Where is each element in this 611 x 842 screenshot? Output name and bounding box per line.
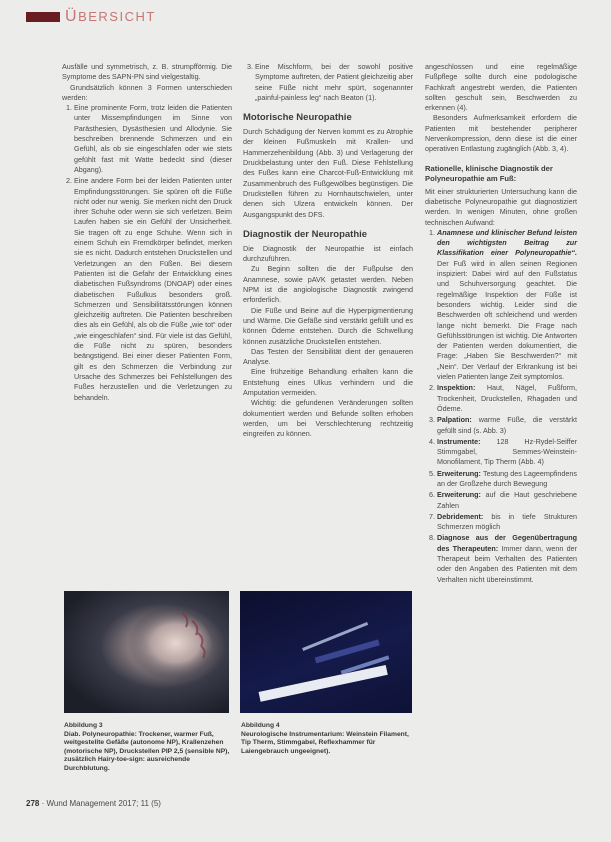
figure-4-instruments-photo — [240, 591, 412, 713]
step-body: auf die Haut geschriebene Zahlen — [437, 490, 577, 510]
step-item — [437, 490, 577, 511]
heading-diagnostik: Diagnostik der Neuropathie — [243, 228, 368, 240]
page-header — [26, 8, 586, 28]
list-item: 2. Eine andere Form bei der leiden Patienten unter Empfindungsstörungen. Sie spüren oft die Füße nicht oder nur wenig. Sie merken nicht den Druck ihrer Schuhe oder wenn sie sich verletzen. Beim Laufen haben sie ein Gefühl der Unsicherheit. Sie tragen oft zu enge Schuhe. Wenn sich in einem Schuh ein Fremdkörper befindet, merken sie es nicht. Dadurch entstehen Druckstellen und Verletzungen an den Füßen. Bei diesem Patienten ist die Gefahr der Entwicklung eines diabetischen Fußsyndroms (DNOAP) oder eines diabetischen Fußulkus besonders groß. Schmerzen und Sensibilitätsstörungen können gleichzeitig auftreten. Die Patienten beschreiben dies als ein Gefühl, als ob die Füße „wie tot“ oder „wie eingeschlafen“ sind. Für viele ist das Gefühl, die Füße nicht zu spüren, besonders beängstigend. Bei einer dieser Patienten Form, gilt es den Schmerzen die Verbindung zur Ursache des Schmerzes bei Fehlstellungen des Fußes herzustellen und die Verletzungen zu behandeln. — [74, 176, 232, 403]
list-item: 3. Eine Mischform, bei der sowohl positive Symptome auftreten, der Patient gleichzeitig aber seine Füße nicht mehr spürt, sogenannter „painful-painless leg“ nach Beaton (1). — [255, 62, 413, 103]
step-heading: Diagnose aus der Gegenübertragung des Therapeuten: — [437, 533, 577, 553]
paragraph: Grundsätzlich können 3 Formen unterschieden werden: — [62, 82, 232, 102]
instruments-image — [240, 591, 412, 713]
paragraph: Die Füße und Beine auf die Hyperpigmentierung und Wärme. Die Gefäße sind verstärkt gefüllt und es können Ödeme entstehen. Durch die Schwellung können zusätzliche Druckstellen entstehen. — [243, 305, 413, 346]
step-item — [437, 469, 577, 490]
paragraph: Eine frühzeitige Behandlung erhalten kann die Entstehung eines Ulkus verhindern und die Amputation vermeiden. — [243, 367, 413, 398]
step-heading: Anamnese und klinischer Befund leisten den wichtigsten Beitrag zur Klassifikation einer Polyneuropathie“. — [437, 227, 577, 258]
paragraph: Wichtig: die gefundenen Veränderungen sollten dokumentiert werden und Befunde sollten erhoben werden, um bei Verschlechterung rechtzeitig eingreifen zu können. — [243, 398, 413, 439]
step-heading: Palpation: — [437, 415, 479, 425]
form-list-cont — [243, 62, 413, 103]
paragraph: Die Diagnostik der Neuropathie ist einfach durchzuführen. — [243, 243, 413, 264]
paragraph: Besonders Aufmerksamkeit erfordern die Patienten mit bestehender peripherer Nervenkompression, denn diese ist die einer operativen Entlastung zugänglich (Abb. 3, 4). — [425, 113, 577, 154]
step-body: Immer dann, wenn der Therapeut beim Verhalten des Patienten oder den Angaben des Patienten mit dem Verhalten nicht übereinstimmt. — [437, 543, 577, 584]
list-item: 1. Eine prominente Form, trotz leiden die Patienten unter Missempfindungen im Sinne von Parästhesien, Dysästhesien und Allodynie. Sie beschreiben brennende Schmerzen und ein Gefühl, als ob sie eingeschlafen oder wie stets gefühlt fast mit Watte bedeckt sind (dieser Abgang). — [74, 103, 232, 175]
step-body: warme Füße, die verstärkt gefüllt sind (s. Abb. 3) — [437, 415, 577, 435]
journal-citation: Wund Management 2017; 11 (5) — [46, 799, 161, 808]
column-1 — [62, 62, 232, 404]
step-item — [437, 383, 577, 414]
paragraph: Das Testen der Sensibilität dient der genaueren Analyse. — [243, 346, 413, 367]
step-item — [437, 512, 577, 533]
reflex-hammer-icon — [315, 639, 380, 663]
figure-3-caption: Abbildung 3 Diab. Polyneuropathie: Trockener, warmer Fuß, weitgestellte Gefäße (autonome NP), Krallenzehen (motorische NP), Druckstellen PIP 2,5 (sensible NP), zusätzlich Hairy-toe-sign: ausreichende Durchblutung. — [64, 722, 230, 772]
heading-rationelle: Rationelle, klinische Diagnostik der Polyneuropathie am Fuß: — [425, 163, 553, 183]
column-3 — [425, 62, 577, 586]
step-heading: Erweiterung: — [437, 468, 483, 478]
figure-3-foot-photo — [64, 591, 229, 713]
step-item — [437, 437, 577, 468]
step-item — [437, 415, 577, 436]
step-body: Der Fuß wird in allen seinen Regionen inspiziert: Dabei wird auf den Fußstatus und Schuhversorgung geachtet. Die regelmäßige Inspektion der Füße ist besonders wichtig. Leider sind die Beschwerden oft schleichend und werden lange nicht bemerkt. Die Frage nach Gefühlsstörungen ist wichtig. Die Antworten der Patienten werden dokumentiert, die Frage: „Haben Sie Beschwerden?“ mit „Nein“. Der Verlauf der Erkrankung ist bei vielen Patienten lange Zeit symptomlos. — [437, 258, 577, 382]
step-heading: Debridement: — [437, 511, 492, 521]
paragraph: Ausfälle und symmetrisch, z. B. strumpfförmig. Die Symptome des SAPN-PN sind vielgestaltig. — [62, 62, 232, 82]
page-footer: 278 · Wund Management 2017; 11 (5) — [26, 799, 161, 808]
step-heading: Erweiterung: — [437, 490, 486, 500]
figure-4-caption: Abbildung 4 Neurologische Instrumentarium: Weinstein Filament, Tip Therm, Stimmgabel, Reflexhammer für Laiengebrauch ungeeignet). — [241, 722, 409, 755]
paragraph: Zu Beginn sollten die der Fußpulse den Anamnese, sowie pAVK getastet werden. Neben NPM ist die angiologische Diagnostik zwingend erforderlich. — [243, 264, 413, 305]
diagnostic-steps — [425, 228, 577, 585]
heading-motor: Motorische Neuropathie — [243, 112, 352, 124]
section-title: ÜBERSICHT — [65, 8, 156, 25]
step-body: Haut, Nägel, Fußform, Trockenheit, Druckstellen, Rhagaden und Ödeme. — [437, 383, 577, 413]
step-body: Testung des Lageempfindens an der Großzehe durch Bewegung — [437, 468, 577, 488]
paragraph: angeschlossen und eine regelmäßige Fußpflege sollte durch eine podologische Fachkraft angestrebt werden, die Patienten sollten geschult sein, Beschwerden zu erkennen (4). — [425, 62, 577, 113]
paragraph: Mit einer strukturierten Untersuchung kann die diabetische Polyneuropathie gut diagnostiziert werden. In wenigen Minuten, ohne großen technischen Aufwand: — [425, 186, 577, 227]
foot-image — [64, 591, 229, 713]
tip-therm-icon — [259, 665, 388, 702]
form-list — [62, 103, 232, 403]
page-number: 278 — [26, 799, 40, 808]
step-item — [437, 533, 577, 584]
step-item — [437, 228, 577, 382]
column-2 — [243, 62, 413, 440]
paragraph: Durch Schädigung der Nerven kommt es zu Atrophie der kleinen Fußmuskeln mit Krallen- und Hammerzehenbildung (Abb. 3) und Verlagerung der Druckbelastung unter den Fuß. Diese Fehlstellung des Fußes kann eine Charcot-Fuß-Entwicklung mit Zusammenbruch des Fußgewölbes begünstigen. Die Druckstellen führen zu Hornhautschwielen, unter denen sich Ulzera entwickeln können. Der Ausgangspunkt des DFS. — [243, 127, 413, 219]
section-color-bar — [26, 12, 60, 22]
step-body: bis in tiefe Strukturen Schmerzen möglich — [437, 511, 577, 532]
step-heading: Instrumente: — [437, 436, 497, 446]
step-body: 128 Hz-Rydel-Seiffer Stimmgabel, Semmes-Weinstein-Monofilament, Tip Therm (Abb. 4) — [437, 436, 577, 467]
step-heading: Inspektion: — [437, 383, 487, 393]
